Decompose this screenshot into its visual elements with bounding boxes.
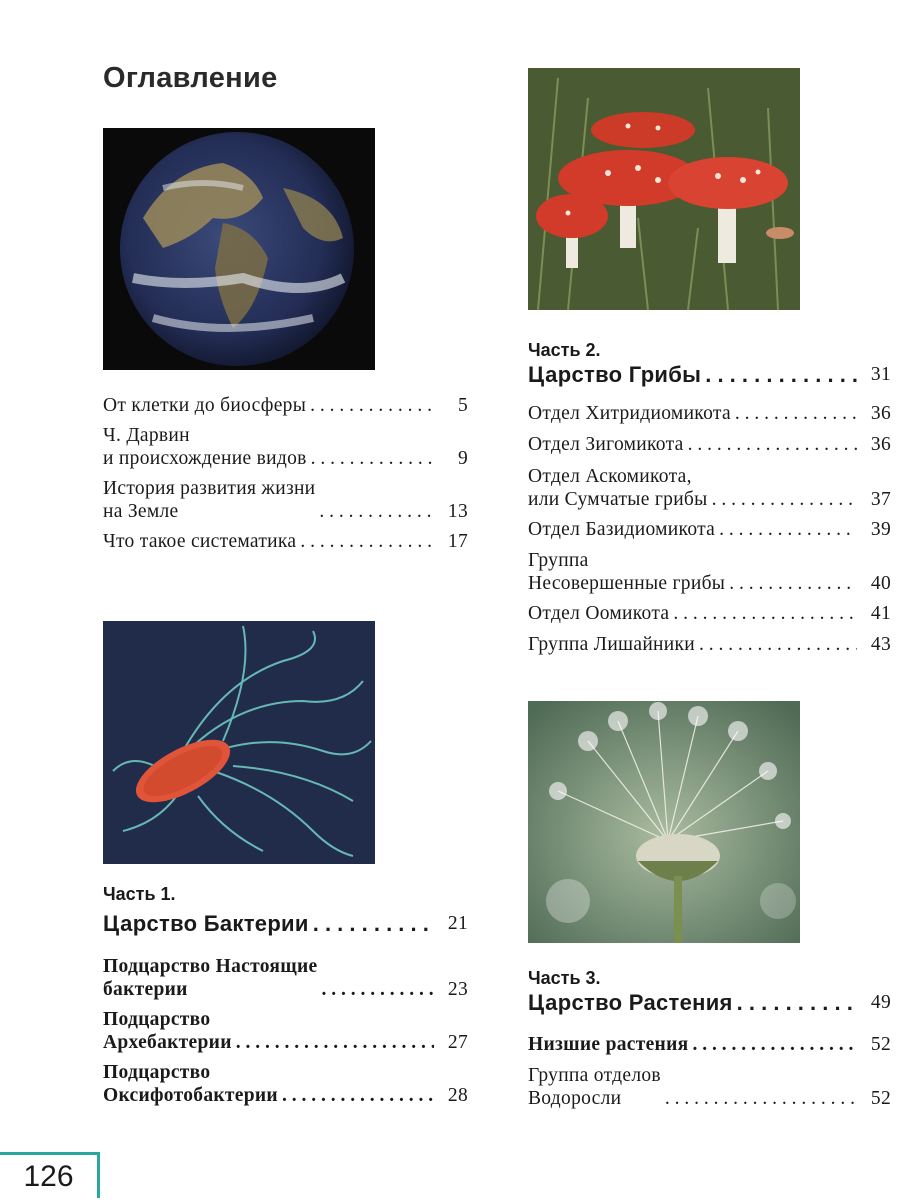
toc-leader	[699, 633, 857, 656]
toc-item-title: Подцарство Оксифотобактерии	[103, 1062, 278, 1106]
toc-item-page: 43	[870, 634, 891, 655]
toc-item-page: 31	[870, 364, 891, 385]
toc-item-title: Подцарство Архебактерии	[103, 1009, 232, 1053]
toc-item-page: 52	[870, 1088, 891, 1109]
toc-item-title: Ч. Дарвин и происхождение видов	[103, 425, 307, 469]
toc-item-page: 5	[457, 395, 468, 416]
page-title: Оглавление	[103, 62, 278, 94]
toc-item[interactable]	[528, 633, 891, 656]
toc-leader	[236, 1031, 434, 1054]
toc-item-title: Отдел Базидиомикота	[528, 519, 716, 540]
toc-leader	[300, 530, 434, 553]
toc-item-page: 27	[447, 1032, 468, 1053]
toc-item-page: 37	[870, 489, 891, 510]
toc-item-page: 17	[447, 531, 468, 552]
toc-part-heading[interactable]	[528, 363, 891, 386]
toc-leader	[313, 912, 434, 935]
toc-leader	[737, 991, 857, 1014]
dandelion-photo	[528, 701, 800, 943]
toc-item-page: 39	[870, 519, 891, 540]
toc-item-title: Отдел Зигомикота	[528, 434, 684, 455]
toc-item[interactable]	[528, 549, 891, 595]
toc-item-title: От клетки до биосферы	[103, 395, 307, 416]
toc-item-page: 52	[870, 1034, 891, 1055]
toc-item-page: 41	[870, 603, 891, 624]
toc-item-page: 36	[870, 434, 891, 455]
toc-leader	[673, 602, 857, 625]
toc-item[interactable]	[103, 477, 468, 523]
toc-leader	[735, 402, 857, 425]
toc-item[interactable]	[103, 955, 468, 1001]
toc-item[interactable]	[103, 530, 468, 553]
toc-leader	[665, 1087, 857, 1110]
toc-leader	[282, 1084, 434, 1107]
bacterium-illustration	[103, 621, 375, 864]
toc-item-page: 21	[447, 913, 468, 934]
toc-item-page: 40	[870, 573, 891, 594]
toc-item[interactable]	[103, 394, 468, 417]
toc-leader	[705, 363, 857, 386]
toc-leader	[712, 488, 857, 511]
fly-agaric-photo	[528, 68, 800, 310]
toc-item-title: Группа отделов Водоросли	[528, 1065, 661, 1109]
toc-item-title: Отдел Аскомикота, или Сумчатые грибы	[528, 466, 708, 510]
toc-item-title: Группа Несовершенные грибы	[528, 550, 726, 594]
toc-leader	[310, 394, 434, 417]
toc-item-title: Царство Растения	[528, 990, 733, 1015]
toc-leader	[319, 500, 434, 523]
toc-item-title: Низшие растения	[528, 1034, 689, 1055]
toc-item-title: Подцарство Настоящие бактерии	[103, 956, 318, 1000]
earth-photo	[103, 128, 375, 370]
toc-item-page: 9	[457, 448, 468, 469]
toc-leader	[729, 572, 857, 595]
toc-item-page: 49	[870, 992, 891, 1013]
toc-item-title: Группа Лишайники	[528, 634, 696, 655]
toc-item[interactable]	[528, 1033, 891, 1056]
toc-item-title: Царство Грибы	[528, 362, 702, 387]
part-label: Часть 1.	[103, 884, 176, 904]
toc-item-title: Что такое систематика	[103, 531, 297, 552]
part-label: Часть 2.	[528, 340, 601, 360]
toc-part-heading[interactable]	[103, 912, 468, 935]
toc-leader	[692, 1033, 857, 1056]
toc-item[interactable]	[103, 1061, 468, 1107]
toc-item-page: 13	[447, 501, 468, 522]
toc-leader	[321, 978, 434, 1001]
toc-item-page: 28	[447, 1085, 468, 1106]
toc-item[interactable]	[528, 518, 891, 541]
toc-item-title: Отдел Оомикота	[528, 603, 670, 624]
toc-item[interactable]	[528, 433, 891, 456]
toc-item-page: 23	[447, 979, 468, 1000]
toc-item[interactable]	[528, 465, 891, 511]
toc-item-title: Царство Бактерии	[103, 911, 309, 936]
toc-item[interactable]	[528, 402, 891, 425]
toc-item[interactable]	[528, 602, 891, 625]
toc-item[interactable]	[103, 1008, 468, 1054]
toc-leader	[688, 433, 857, 456]
toc-item[interactable]	[528, 1064, 891, 1110]
toc-item-page: 36	[870, 403, 891, 424]
toc-leader	[311, 447, 434, 470]
toc-item[interactable]	[103, 424, 468, 470]
toc-leader	[719, 518, 857, 541]
part-label: Часть 3.	[528, 968, 601, 988]
toc-item-title: История развития жизни на Земле	[103, 478, 316, 522]
page-number: 126	[0, 1152, 100, 1198]
toc-item-title: Отдел Хитридиомикота	[528, 403, 731, 424]
toc-part-heading[interactable]	[528, 991, 891, 1014]
